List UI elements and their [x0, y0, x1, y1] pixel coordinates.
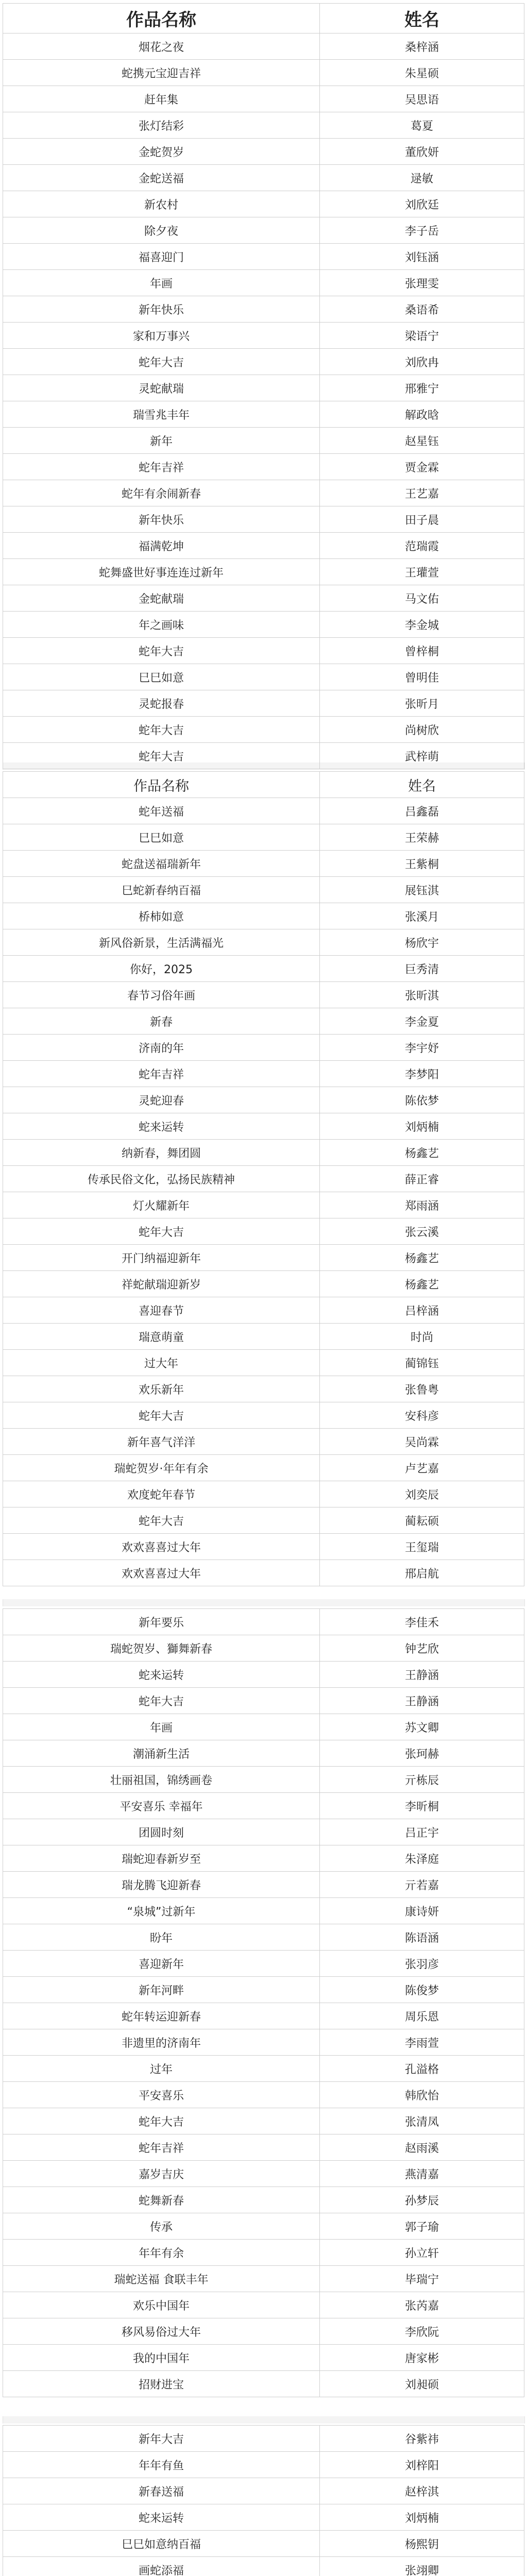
table-row [3, 638, 524, 664]
table-row [3, 1297, 524, 1324]
work-title-cell: 团圆时刻 [3, 1819, 320, 1845]
author-name-cell: 安科彦 [320, 1402, 524, 1429]
work-title-cell: 灵蛇献瑞 [3, 375, 320, 401]
author-name-cell: 李金夏 [320, 1008, 524, 1035]
author-name-cell: 赵雨溪 [320, 2134, 524, 2161]
table-row [3, 2426, 524, 2452]
author-name-cell: 刘炳楠 [320, 2504, 524, 2531]
author-name-cell: 王荣赫 [320, 824, 524, 851]
work-title-cell: 新农村 [3, 191, 320, 217]
author-name-cell: 吕梓涵 [320, 1297, 524, 1324]
table-row [3, 2452, 524, 2478]
author-name-cell: 孙梦辰 [320, 2187, 524, 2213]
table-row [3, 1609, 524, 1635]
author-name-cell: 毕瑞宁 [320, 2266, 524, 2292]
table-row [3, 1376, 524, 1402]
work-title-cell: 蛇来运转 [3, 1113, 320, 1140]
work-title-cell: “泉城”过新年 [3, 1898, 320, 1924]
table-row [3, 139, 524, 165]
work-title-cell: 非遗里的济南年 [3, 2029, 320, 2056]
work-title-cell: 新春送福 [3, 2478, 320, 2504]
table-row [3, 270, 524, 296]
author-name-cell: 孙立轩 [320, 2240, 524, 2266]
table-row [3, 1481, 524, 1507]
table-row [3, 2292, 524, 2318]
table-row [3, 401, 524, 428]
table-row [3, 86, 524, 112]
author-name-cell: 张翊卿 [320, 2557, 524, 2576]
author-name-cell: 马文佑 [320, 585, 524, 612]
table-header-row [3, 4, 524, 33]
author-name-cell: 吕鑫磊 [320, 798, 524, 824]
author-name-cell: 刘昶硕 [320, 2371, 524, 2397]
table-row [3, 690, 524, 717]
author-name-cell: 杨欣宇 [320, 929, 524, 956]
author-name-cell: 赵星钰 [320, 428, 524, 454]
work-title-cell: 蛇年送福 [3, 798, 320, 824]
author-name-cell: 唐家彬 [320, 2345, 524, 2371]
work-title-cell: 蛇舞盛世好事连连过新年 [3, 559, 320, 585]
table-row [3, 798, 524, 824]
author-name-cell: 张昕淇 [320, 982, 524, 1008]
table-row [3, 165, 524, 191]
table-row [3, 2003, 524, 2029]
author-name-cell: 李梦阳 [320, 1061, 524, 1087]
work-title-cell: 移风易俗过大年 [3, 2318, 320, 2345]
table-row [3, 244, 524, 270]
work-title-cell: 蛇年大吉 [3, 743, 320, 769]
author-name-cell: 王玺瑞 [320, 1534, 524, 1560]
table-row [3, 1113, 524, 1140]
work-title-cell: 蛇携元宝迎吉祥 [3, 60, 320, 86]
table-row [3, 877, 524, 903]
work-title-cell: 年画 [3, 270, 320, 296]
table-row [3, 1662, 524, 1688]
award-table-3 [3, 1608, 524, 2397]
work-title-cell: 画蛇添福 [3, 2557, 320, 2576]
author-name-header: 姓名 [320, 4, 524, 33]
work-title-cell: 济南的年 [3, 1035, 320, 1061]
table-row [3, 1087, 524, 1113]
table-row [3, 717, 524, 743]
author-name-cell: 朱星硕 [320, 60, 524, 86]
work-title-cell: 我的中国年 [3, 2345, 320, 2371]
award-table-2 [3, 771, 524, 1586]
author-name-cell: 董欣妍 [320, 139, 524, 165]
work-title-cell: 灵蛇报春 [3, 690, 320, 717]
work-title-cell: 金蛇送福 [3, 165, 320, 191]
author-name-cell: 周乐恩 [320, 2003, 524, 2029]
table-row [3, 191, 524, 217]
author-name-cell: 张云溪 [320, 1218, 524, 1245]
author-name-cell: 赵梓淇 [320, 2478, 524, 2504]
table-separator [3, 1599, 525, 1606]
work-title-cell: 年年有余 [3, 2240, 320, 2266]
table-row [3, 2082, 524, 2108]
table-row [3, 1271, 524, 1297]
author-name-cell: 曾明佳 [320, 664, 524, 690]
award-table-1 [3, 3, 524, 769]
work-title-cell: 欢度蛇年春节 [3, 1481, 320, 1507]
author-name-cell: 王静涵 [320, 1688, 524, 1714]
table-row [3, 1767, 524, 1793]
work-title-header: 作品名称 [3, 4, 320, 33]
author-name-cell: 杨鑫艺 [320, 1245, 524, 1271]
work-title-cell: 平安喜乐 幸福年 [3, 1793, 320, 1819]
work-title-cell: 灯火耀新年 [3, 1192, 320, 1218]
work-title-cell: 蛇盘送福瑞新年 [3, 851, 320, 877]
work-title-cell: 壮丽祖国，锦绣画卷 [3, 1767, 320, 1793]
table-row [3, 1061, 524, 1087]
table-row [3, 1845, 524, 1872]
table-row [3, 533, 524, 559]
work-title-cell: 巳巳如意 [3, 664, 320, 690]
table-header-row [3, 772, 524, 798]
author-name-cell: 王瓘萱 [320, 559, 524, 585]
work-title-cell: 赶年集 [3, 86, 320, 112]
table-row [3, 2029, 524, 2056]
author-name-cell: 贾金霖 [320, 454, 524, 480]
table-row [3, 1218, 524, 1245]
table-row [3, 1166, 524, 1192]
author-name-cell: 杨熙钥 [320, 2531, 524, 2557]
work-title-cell: 喜迎新年 [3, 1951, 320, 1977]
work-title-cell: 瑞蛇迎春新岁至 [3, 1845, 320, 1872]
author-name-cell: 陈依梦 [320, 1087, 524, 1113]
work-title-cell: 盼年 [3, 1924, 320, 1951]
work-title-cell: 巳巳如意纳百福 [3, 2531, 320, 2557]
author-name-cell: 武梓萌 [320, 743, 524, 769]
table-row [3, 2056, 524, 2082]
table-row [3, 1924, 524, 1951]
table-row [3, 612, 524, 638]
table-row [3, 1872, 524, 1898]
table-row [3, 743, 524, 769]
table-row [3, 2266, 524, 2292]
work-title-cell: 嘉岁吉庆 [3, 2161, 320, 2187]
work-title-cell: 新年河畔 [3, 1977, 320, 2003]
table-row [3, 929, 524, 956]
work-title-cell: 瑞蛇送福 食联丰年 [3, 2266, 320, 2292]
author-name-cell: 曾梓桐 [320, 638, 524, 664]
author-name-cell: 邢启航 [320, 1560, 524, 1586]
work-title-cell: 金蛇贺岁 [3, 139, 320, 165]
work-title-cell: 烟花之夜 [3, 33, 320, 60]
table-row [3, 1429, 524, 1455]
author-name-cell: 卢艺嘉 [320, 1455, 524, 1481]
author-name-cell: 蔺锦钰 [320, 1350, 524, 1376]
table-row [3, 1977, 524, 2003]
work-title-cell: 新年喜气洋洋 [3, 1429, 320, 1455]
table-row [3, 217, 524, 244]
table-row [3, 2504, 524, 2531]
author-name-cell: 尚树欣 [320, 717, 524, 743]
work-title-cell: 蛇年吉祥 [3, 1061, 320, 1087]
work-title-cell: 瑞龙腾飞迎新春 [3, 1872, 320, 1898]
table-row [3, 1560, 524, 1586]
work-title-cell: 新年要乐 [3, 1609, 320, 1635]
work-title-cell: 年画 [3, 1714, 320, 1740]
table-row [3, 1324, 524, 1350]
work-title-cell: 蛇来运转 [3, 1662, 320, 1688]
table-row [3, 1819, 524, 1845]
author-name-cell: 李昕桐 [320, 1793, 524, 1819]
work-title-cell: 过年 [3, 2056, 320, 2082]
table-row [3, 454, 524, 480]
author-name-cell: 葛夏 [320, 112, 524, 139]
table-row [3, 2478, 524, 2504]
table-row [3, 2345, 524, 2371]
work-title-cell: 蛇舞新春 [3, 2187, 320, 2213]
work-title-cell: 招财进宝 [3, 2371, 320, 2397]
table-row [3, 2161, 524, 2187]
work-title-cell: 巳蛇新春纳百福 [3, 877, 320, 903]
work-title-cell: 金蛇献瑞 [3, 585, 320, 612]
work-title-cell: 蛇年大吉 [3, 1507, 320, 1534]
table-row [3, 33, 524, 60]
author-name-cell: 钟艺欣 [320, 1635, 524, 1662]
table-row [3, 375, 524, 401]
author-name-cell: 亓栋辰 [320, 1767, 524, 1793]
work-title-cell: 欢欢喜喜过大年 [3, 1560, 320, 1586]
author-name-cell: 范瑞霞 [320, 533, 524, 559]
work-title-cell: 蛇年转运迎新春 [3, 2003, 320, 2029]
author-name-cell: 李金城 [320, 612, 524, 638]
work-title-cell: 新风俗新景，生活满福光 [3, 929, 320, 956]
work-title-cell: 祥蛇献瑞迎新岁 [3, 1271, 320, 1297]
author-name-cell: 康诗妍 [320, 1898, 524, 1924]
work-title-cell: 新年 [3, 428, 320, 454]
author-name-cell: 亓若嘉 [320, 1872, 524, 1898]
work-title-cell: 春节习俗年画 [3, 982, 320, 1008]
work-title-cell: 新春 [3, 1008, 320, 1035]
table-row [3, 585, 524, 612]
work-title-cell: 瑞蛇贺岁、獅舞新春 [3, 1635, 320, 1662]
author-name-cell: 张昕月 [320, 690, 524, 717]
work-title-cell: 你好，2025 [3, 956, 320, 982]
author-name-cell: 刘欣冉 [320, 349, 524, 375]
table-row [3, 956, 524, 982]
table-row [3, 323, 524, 349]
table-row [3, 1035, 524, 1061]
table-row [3, 296, 524, 323]
table-row [3, 112, 524, 139]
work-title-cell: 蛇年大吉 [3, 2108, 320, 2134]
work-title-cell: 纳新春，舞团圆 [3, 1140, 320, 1166]
author-name-cell: 李宇妤 [320, 1035, 524, 1061]
author-name-cell: 张理雯 [320, 270, 524, 296]
author-name-cell: 刘欣廷 [320, 191, 524, 217]
work-title-cell: 潮涌新生活 [3, 1740, 320, 1767]
author-name-cell: 苏文卿 [320, 1714, 524, 1740]
author-name-cell: 薛正睿 [320, 1166, 524, 1192]
table-row [3, 2187, 524, 2213]
table-row [3, 2318, 524, 2345]
table-separator [3, 2416, 525, 2424]
table-row [3, 2557, 524, 2576]
author-name-cell: 逯敏 [320, 165, 524, 191]
author-name-cell: 刘奕辰 [320, 1481, 524, 1507]
author-name-cell: 杨鑫艺 [320, 1140, 524, 1166]
work-title-cell: 过大年 [3, 1350, 320, 1376]
author-name-cell: 郑雨涵 [320, 1192, 524, 1218]
work-title-cell: 瑞蛇贺岁·年年有余 [3, 1455, 320, 1481]
table-row [3, 903, 524, 929]
work-title-cell: 新年快乐 [3, 296, 320, 323]
author-name-cell: 孔溢格 [320, 2056, 524, 2082]
table-row [3, 664, 524, 690]
work-title-cell: 福满乾坤 [3, 533, 320, 559]
author-name-cell: 李子岳 [320, 217, 524, 244]
table-row [3, 2371, 524, 2397]
table-row [3, 1455, 524, 1481]
work-title-cell: 欢欢喜喜过大年 [3, 1534, 320, 1560]
table-row [3, 428, 524, 454]
author-name-header: 姓名 [320, 772, 524, 798]
work-title-cell: 瑞意萌童 [3, 1324, 320, 1350]
author-name-cell: 展钰淇 [320, 877, 524, 903]
author-name-cell: 吴尚霖 [320, 1429, 524, 1455]
work-title-cell: 瑞雪兆丰年 [3, 401, 320, 428]
author-name-cell: 朱泽庭 [320, 1845, 524, 1872]
work-title-cell: 巳巳如意 [3, 824, 320, 851]
table-row [3, 1793, 524, 1819]
author-name-cell: 李佳禾 [320, 1609, 524, 1635]
table-row [3, 506, 524, 533]
author-name-cell: 张珂赫 [320, 1740, 524, 1767]
work-title-cell: 蛇年大吉 [3, 638, 320, 664]
author-name-cell: 刘梓阳 [320, 2452, 524, 2478]
author-name-cell: 巨秀清 [320, 956, 524, 982]
work-title-cell: 喜迎春节 [3, 1297, 320, 1324]
table-row [3, 2108, 524, 2134]
work-title-cell: 传承 [3, 2213, 320, 2240]
author-name-cell: 张羽彦 [320, 1951, 524, 1977]
author-name-cell: 吴思语 [320, 86, 524, 112]
work-title-cell: 蛇年大吉 [3, 1218, 320, 1245]
author-name-cell: 王静涵 [320, 1662, 524, 1688]
work-title-cell: 新年大吉 [3, 2426, 320, 2452]
author-name-cell: 桑语希 [320, 296, 524, 323]
table-row [3, 1245, 524, 1271]
author-name-cell: 时尚 [320, 1324, 524, 1350]
table-row [3, 1402, 524, 1429]
table-row [3, 2213, 524, 2240]
table-row [3, 824, 524, 851]
author-name-cell: 张溪月 [320, 903, 524, 929]
table-row [3, 60, 524, 86]
author-name-cell: 张鲁粤 [320, 1376, 524, 1402]
table-row [3, 1740, 524, 1767]
work-title-cell: 灵蛇迎春 [3, 1087, 320, 1113]
author-name-cell: 李雨萱 [320, 2029, 524, 2056]
work-title-cell: 平安喜乐 [3, 2082, 320, 2108]
work-title-cell: 年之画味 [3, 612, 320, 638]
author-name-cell: 李欣阮 [320, 2318, 524, 2345]
table-row [3, 1951, 524, 1977]
author-name-cell: 刘炳楠 [320, 1113, 524, 1140]
table-row [3, 2531, 524, 2557]
author-name-cell: 陈俊梦 [320, 1977, 524, 2003]
work-title-cell: 蛇年大吉 [3, 717, 320, 743]
author-name-cell: 韩欣怡 [320, 2082, 524, 2108]
table-row [3, 559, 524, 585]
work-title-cell: 张灯结彩 [3, 112, 320, 139]
author-name-cell: 梁语宁 [320, 323, 524, 349]
author-name-cell: 王艺嘉 [320, 480, 524, 506]
author-name-cell: 张芮嘉 [320, 2292, 524, 2318]
table-row [3, 480, 524, 506]
author-name-cell: 谷紫祎 [320, 2426, 524, 2452]
table-row [3, 1507, 524, 1534]
work-title-cell: 开门纳福迎新年 [3, 1245, 320, 1271]
work-title-cell: 蛇年大吉 [3, 349, 320, 375]
work-title-cell: 除夕夜 [3, 217, 320, 244]
table-row [3, 2240, 524, 2266]
author-name-cell: 燕清嘉 [320, 2161, 524, 2187]
table-row [3, 1350, 524, 1376]
table-row [3, 1140, 524, 1166]
author-name-cell: 桑梓涵 [320, 33, 524, 60]
author-name-cell: 王紫桐 [320, 851, 524, 877]
author-name-cell: 邢雅宁 [320, 375, 524, 401]
author-name-cell: 陈语涵 [320, 1924, 524, 1951]
work-title-cell: 家和万事兴 [3, 323, 320, 349]
work-title-cell: 欢乐中国年 [3, 2292, 320, 2318]
table-row [3, 1714, 524, 1740]
work-title-cell: 新年快乐 [3, 506, 320, 533]
work-title-cell: 福喜迎门 [3, 244, 320, 270]
author-name-cell: 田子晨 [320, 506, 524, 533]
work-title-cell: 蛇来运转 [3, 2504, 320, 2531]
work-title-header: 作品名称 [3, 772, 320, 798]
table-row [3, 349, 524, 375]
work-title-cell: 传承民俗文化，弘扬民族精神 [3, 1166, 320, 1192]
work-title-cell: 年年有鱼 [3, 2452, 320, 2478]
work-title-cell: 蛇年吉祥 [3, 454, 320, 480]
table-row [3, 1192, 524, 1218]
author-name-cell: 杨鑫艺 [320, 1271, 524, 1297]
author-name-cell: 刘钰涵 [320, 244, 524, 270]
table-row [3, 1534, 524, 1560]
table-row [3, 1635, 524, 1662]
work-title-cell: 蛇年有余闹新春 [3, 480, 320, 506]
table-row [3, 2134, 524, 2161]
author-name-cell: 吕正宇 [320, 1819, 524, 1845]
table-row [3, 851, 524, 877]
work-title-cell: 蛇年吉祥 [3, 2134, 320, 2161]
work-title-cell: 蛇年大吉 [3, 1688, 320, 1714]
work-title-cell: 桥柿如意 [3, 903, 320, 929]
table-row [3, 1008, 524, 1035]
table-row [3, 1688, 524, 1714]
author-name-cell: 解政晗 [320, 401, 524, 428]
table-row [3, 1898, 524, 1924]
work-title-cell: 欢乐新年 [3, 1376, 320, 1402]
award-table-4 [3, 2425, 524, 2576]
work-title-cell: 蛇年大吉 [3, 1402, 320, 1429]
author-name-cell: 蔺耘硕 [320, 1507, 524, 1534]
table-row [3, 982, 524, 1008]
author-name-cell: 张清凤 [320, 2108, 524, 2134]
author-name-cell: 郭子瑜 [320, 2213, 524, 2240]
